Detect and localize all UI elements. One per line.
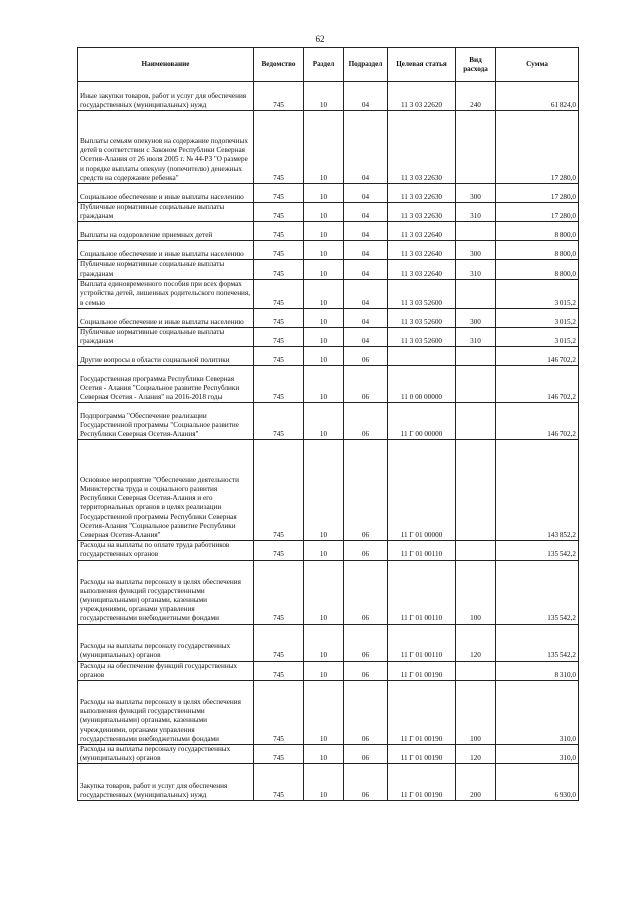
row-summa-cell: 3 015,2 [496,327,579,346]
row-podrazdel-cell: 04 [344,260,388,279]
row-name-cell: Публичные нормативные социальные выплаты гражданам [78,203,254,222]
row-podrazdel-cell: 06 [344,440,388,541]
row-statya-cell: 11 3 03 52600 [388,308,456,327]
table-row [78,203,579,222]
row-statya-cell: 11 Г 00 00000 [388,403,456,440]
row-name-cell: Расходы на выплаты по оплате труда работников государственных органов [78,541,254,560]
row-summa-cell: 17 280,0 [496,184,579,203]
row-ved-cell: 745 [254,440,304,541]
row-podrazdel-cell: 06 [344,403,388,440]
row-razdel-cell: 10 [304,203,344,222]
row-name-cell: Публичные нормативные социальные выплаты гражданам [78,260,254,279]
row-name-cell: Социальное обеспечение и иные выплаты населению [78,184,254,203]
col-header-name: Наименование [78,48,254,82]
table-row [78,681,579,745]
row-vid-cell [456,279,496,308]
row-razdel-cell: 10 [304,745,344,764]
table-row [78,327,579,346]
table-row [78,745,579,764]
row-summa-cell: 135 542,2 [496,541,579,560]
col-header-ved: Ведомство [254,48,304,82]
row-vid-cell: 300 [456,241,496,260]
row-ved-cell: 745 [254,184,304,203]
row-summa-cell: 17 280,0 [496,203,579,222]
row-podrazdel-cell: 06 [344,541,388,560]
row-podrazdel-cell: 06 [344,560,388,624]
row-statya-cell: 11 3 03 22630 [388,203,456,222]
row-name-cell: Другие вопросы в области социальной политики [78,347,254,366]
row-razdel-cell: 10 [304,82,344,111]
row-ved-cell: 745 [254,327,304,346]
row-razdel-cell: 10 [304,681,344,745]
row-razdel-cell: 10 [304,366,344,403]
table-row [78,541,579,560]
row-summa-cell: 6 930,0 [496,764,579,801]
row-ved-cell: 745 [254,764,304,801]
row-summa-cell: 146 702,2 [496,366,579,403]
row-ved-cell: 745 [254,624,304,661]
row-ved-cell: 745 [254,260,304,279]
row-name-cell: Расходы на выплаты персоналу государственных (муниципальных) органов [78,745,254,764]
row-podrazdel-cell: 04 [344,111,388,184]
row-razdel-cell: 10 [304,184,344,203]
row-podrazdel-cell: 06 [344,764,388,801]
row-razdel-cell: 10 [304,111,344,184]
row-statya-cell: 11 Г 01 00190 [388,681,456,745]
row-razdel-cell: 10 [304,327,344,346]
row-name-cell: Расходы на выплаты персоналу в целях обеспечения выполнения функций государственными (муниципальными) органами, казенными учреждениями, органами управления государственными внебюджетными фондами [78,681,254,745]
row-podrazdel-cell: 04 [344,184,388,203]
row-vid-cell [456,440,496,541]
row-statya-cell: 11 Г 01 00110 [388,541,456,560]
row-statya-cell: 11 Г 01 00190 [388,764,456,801]
row-vid-cell: 100 [456,560,496,624]
row-name-cell: Расходы на выплаты персоналу государственных (муниципальных) органов [78,624,254,661]
row-summa-cell: 143 852,2 [496,440,579,541]
row-summa-cell: 310,0 [496,681,579,745]
row-razdel-cell: 10 [304,241,344,260]
row-statya-cell: 11 3 03 22620 [388,82,456,111]
row-podrazdel-cell: 04 [344,308,388,327]
row-ved-cell: 745 [254,541,304,560]
page-number: 62 [315,34,325,44]
row-vid-cell [456,661,496,680]
row-vid-cell [456,541,496,560]
row-vid-cell: 300 [456,184,496,203]
row-podrazdel-cell: 04 [344,279,388,308]
row-statya-cell: 11 3 03 22640 [388,222,456,241]
row-podrazdel-cell: 04 [344,222,388,241]
row-razdel-cell: 10 [304,260,344,279]
table-row [78,366,579,403]
row-summa-cell: 8 800,0 [496,222,579,241]
row-razdel-cell: 10 [304,440,344,541]
row-summa-cell: 8 800,0 [496,241,579,260]
row-razdel-cell: 10 [304,279,344,308]
row-name-cell: Выплаты на оздоровление приемных детей [78,222,254,241]
row-razdel-cell: 10 [304,560,344,624]
row-podrazdel-cell: 06 [344,366,388,403]
row-ved-cell: 745 [254,403,304,440]
row-vid-cell: 310 [456,203,496,222]
col-header-podrazdel: Подраздел [344,48,388,82]
row-podrazdel-cell: 06 [344,624,388,661]
row-summa-cell: 61 824,0 [496,82,579,111]
row-razdel-cell: 10 [304,403,344,440]
table-row [78,560,579,624]
row-statya-cell: 11 Г 01 00110 [388,624,456,661]
row-name-cell: Выплаты семьям опекунов на содержание подопечных детей в соответствии с Законом Республики Северная Осетия-Алания от 26 июля 2005 г. № 44-РЗ "О размере и порядке выплаты опекуну (попечителю) денежных средств на содержание ребенка" [78,111,254,184]
row-ved-cell: 745 [254,111,304,184]
row-statya-cell: 11 3 03 22640 [388,241,456,260]
row-razdel-cell: 10 [304,541,344,560]
table-row [78,308,579,327]
row-name-cell: Государственная программа Республики Северная Осетия - Алания "Социальное развитие Республики Северная Осетия - Алания" на 2016-2018 годы [78,366,254,403]
row-summa-cell: 135 542,2 [496,624,579,661]
row-summa-cell: 135 542,2 [496,560,579,624]
row-statya-cell: 11 3 03 22630 [388,111,456,184]
table-row [78,111,579,184]
table-row [78,403,579,440]
row-ved-cell: 745 [254,366,304,403]
row-vid-cell: 310 [456,260,496,279]
row-name-cell: Расходы на выплаты персоналу в целях обеспечения выполнения функций государственными (муниципальными) органами, казенными учреждениями, органами управления государственными внебюджетными фондами [78,560,254,624]
row-statya-cell: 11 0 00 00000 [388,366,456,403]
row-ved-cell: 745 [254,681,304,745]
row-razdel-cell: 10 [304,222,344,241]
table-row [78,184,579,203]
table-row [78,624,579,661]
table-row [78,764,579,801]
row-summa-cell: 146 702,2 [496,347,579,366]
row-razdel-cell: 10 [304,308,344,327]
row-name-cell: Публичные нормативные социальные выплаты гражданам [78,327,254,346]
row-vid-cell [456,366,496,403]
row-vid-cell [456,111,496,184]
row-ved-cell: 745 [254,347,304,366]
row-podrazdel-cell: 04 [344,241,388,260]
table-row [78,260,579,279]
row-summa-cell: 310,0 [496,745,579,764]
row-statya-cell: 11 Г 01 00190 [388,661,456,680]
row-name-cell: Основное мероприятие "Обеспечение деятельности Министерства труда и социального развития Республики Северная Осетия-Алания и его территориальных органов в целях реализации Государственной программы Республики Северная Осетия-Алания "Социальное развитие Республики Северная Осетия-Алания" [78,440,254,541]
row-statya-cell: 11 3 03 22630 [388,184,456,203]
row-name-cell: Иные закупки товаров, работ и услуг для обеспечения государственных (муниципальных) нужд [78,82,254,111]
row-vid-cell [456,222,496,241]
row-name-cell: Подпрограмма "Обеспечение реализации Государственной программы "Социальное развитие Республики Северная Осетия-Алания" [78,403,254,440]
row-razdel-cell: 10 [304,624,344,661]
table-row [78,661,579,680]
row-podrazdel-cell: 06 [344,661,388,680]
row-ved-cell: 745 [254,560,304,624]
row-summa-cell: 8 800,0 [496,260,579,279]
table-header-row [78,48,579,82]
row-podrazdel-cell: 04 [344,203,388,222]
table-row [78,440,579,541]
row-vid-cell: 100 [456,681,496,745]
row-name-cell: Выплата единовременного пособия при всех формах устройства детей, лишенных родительского попечения, в семью [78,279,254,308]
row-summa-cell: 146 702,2 [496,403,579,440]
row-ved-cell: 745 [254,745,304,764]
table-row [78,279,579,308]
row-summa-cell: 3 015,2 [496,308,579,327]
row-ved-cell: 745 [254,279,304,308]
row-vid-cell: 300 [456,308,496,327]
row-vid-cell: 120 [456,624,496,661]
row-summa-cell: 8 310,0 [496,661,579,680]
row-name-cell: Закупка товаров, работ и услуг для обеспечения государственных (муниципальных) нужд [78,764,254,801]
row-podrazdel-cell: 06 [344,347,388,366]
col-header-razdel: Раздел [304,48,344,82]
col-header-vid: Вид расхода [456,48,496,82]
budget-table [77,47,579,801]
row-summa-cell: 17 280,0 [496,111,579,184]
row-ved-cell: 745 [254,82,304,111]
table-row [78,241,579,260]
row-vid-cell: 310 [456,327,496,346]
row-statya-cell: 11 Г 01 00110 [388,560,456,624]
row-name-cell: Социальное обеспечение и иные выплаты населению [78,308,254,327]
row-ved-cell: 745 [254,203,304,222]
row-podrazdel-cell: 04 [344,82,388,111]
row-statya-cell: 11 3 03 52600 [388,279,456,308]
row-name-cell: Социальное обеспечение и иные выплаты населению [78,241,254,260]
row-statya-cell: 11 3 03 52600 [388,327,456,346]
table-row [78,222,579,241]
row-vid-cell: 240 [456,82,496,111]
row-statya-cell: 11 Г 01 00190 [388,745,456,764]
row-statya-cell [388,347,456,366]
row-podrazdel-cell: 06 [344,681,388,745]
row-ved-cell: 745 [254,308,304,327]
row-podrazdel-cell: 06 [344,745,388,764]
col-header-summa: Сумма [496,48,579,82]
row-vid-cell: 120 [456,745,496,764]
row-statya-cell: 11 Г 01 00000 [388,440,456,541]
row-ved-cell: 745 [254,661,304,680]
row-razdel-cell: 10 [304,661,344,680]
row-razdel-cell: 10 [304,347,344,366]
row-vid-cell: 200 [456,764,496,801]
row-vid-cell [456,403,496,440]
row-statya-cell: 11 3 03 22640 [388,260,456,279]
row-ved-cell: 745 [254,241,304,260]
row-vid-cell [456,347,496,366]
row-podrazdel-cell: 04 [344,327,388,346]
table-row [78,347,579,366]
row-name-cell: Расходы на обеспечение функций государственных органов [78,661,254,680]
col-header-statya: Целевая статья [388,48,456,82]
row-summa-cell: 3 015,2 [496,279,579,308]
row-razdel-cell: 10 [304,764,344,801]
row-ved-cell: 745 [254,222,304,241]
table-row [78,82,579,111]
